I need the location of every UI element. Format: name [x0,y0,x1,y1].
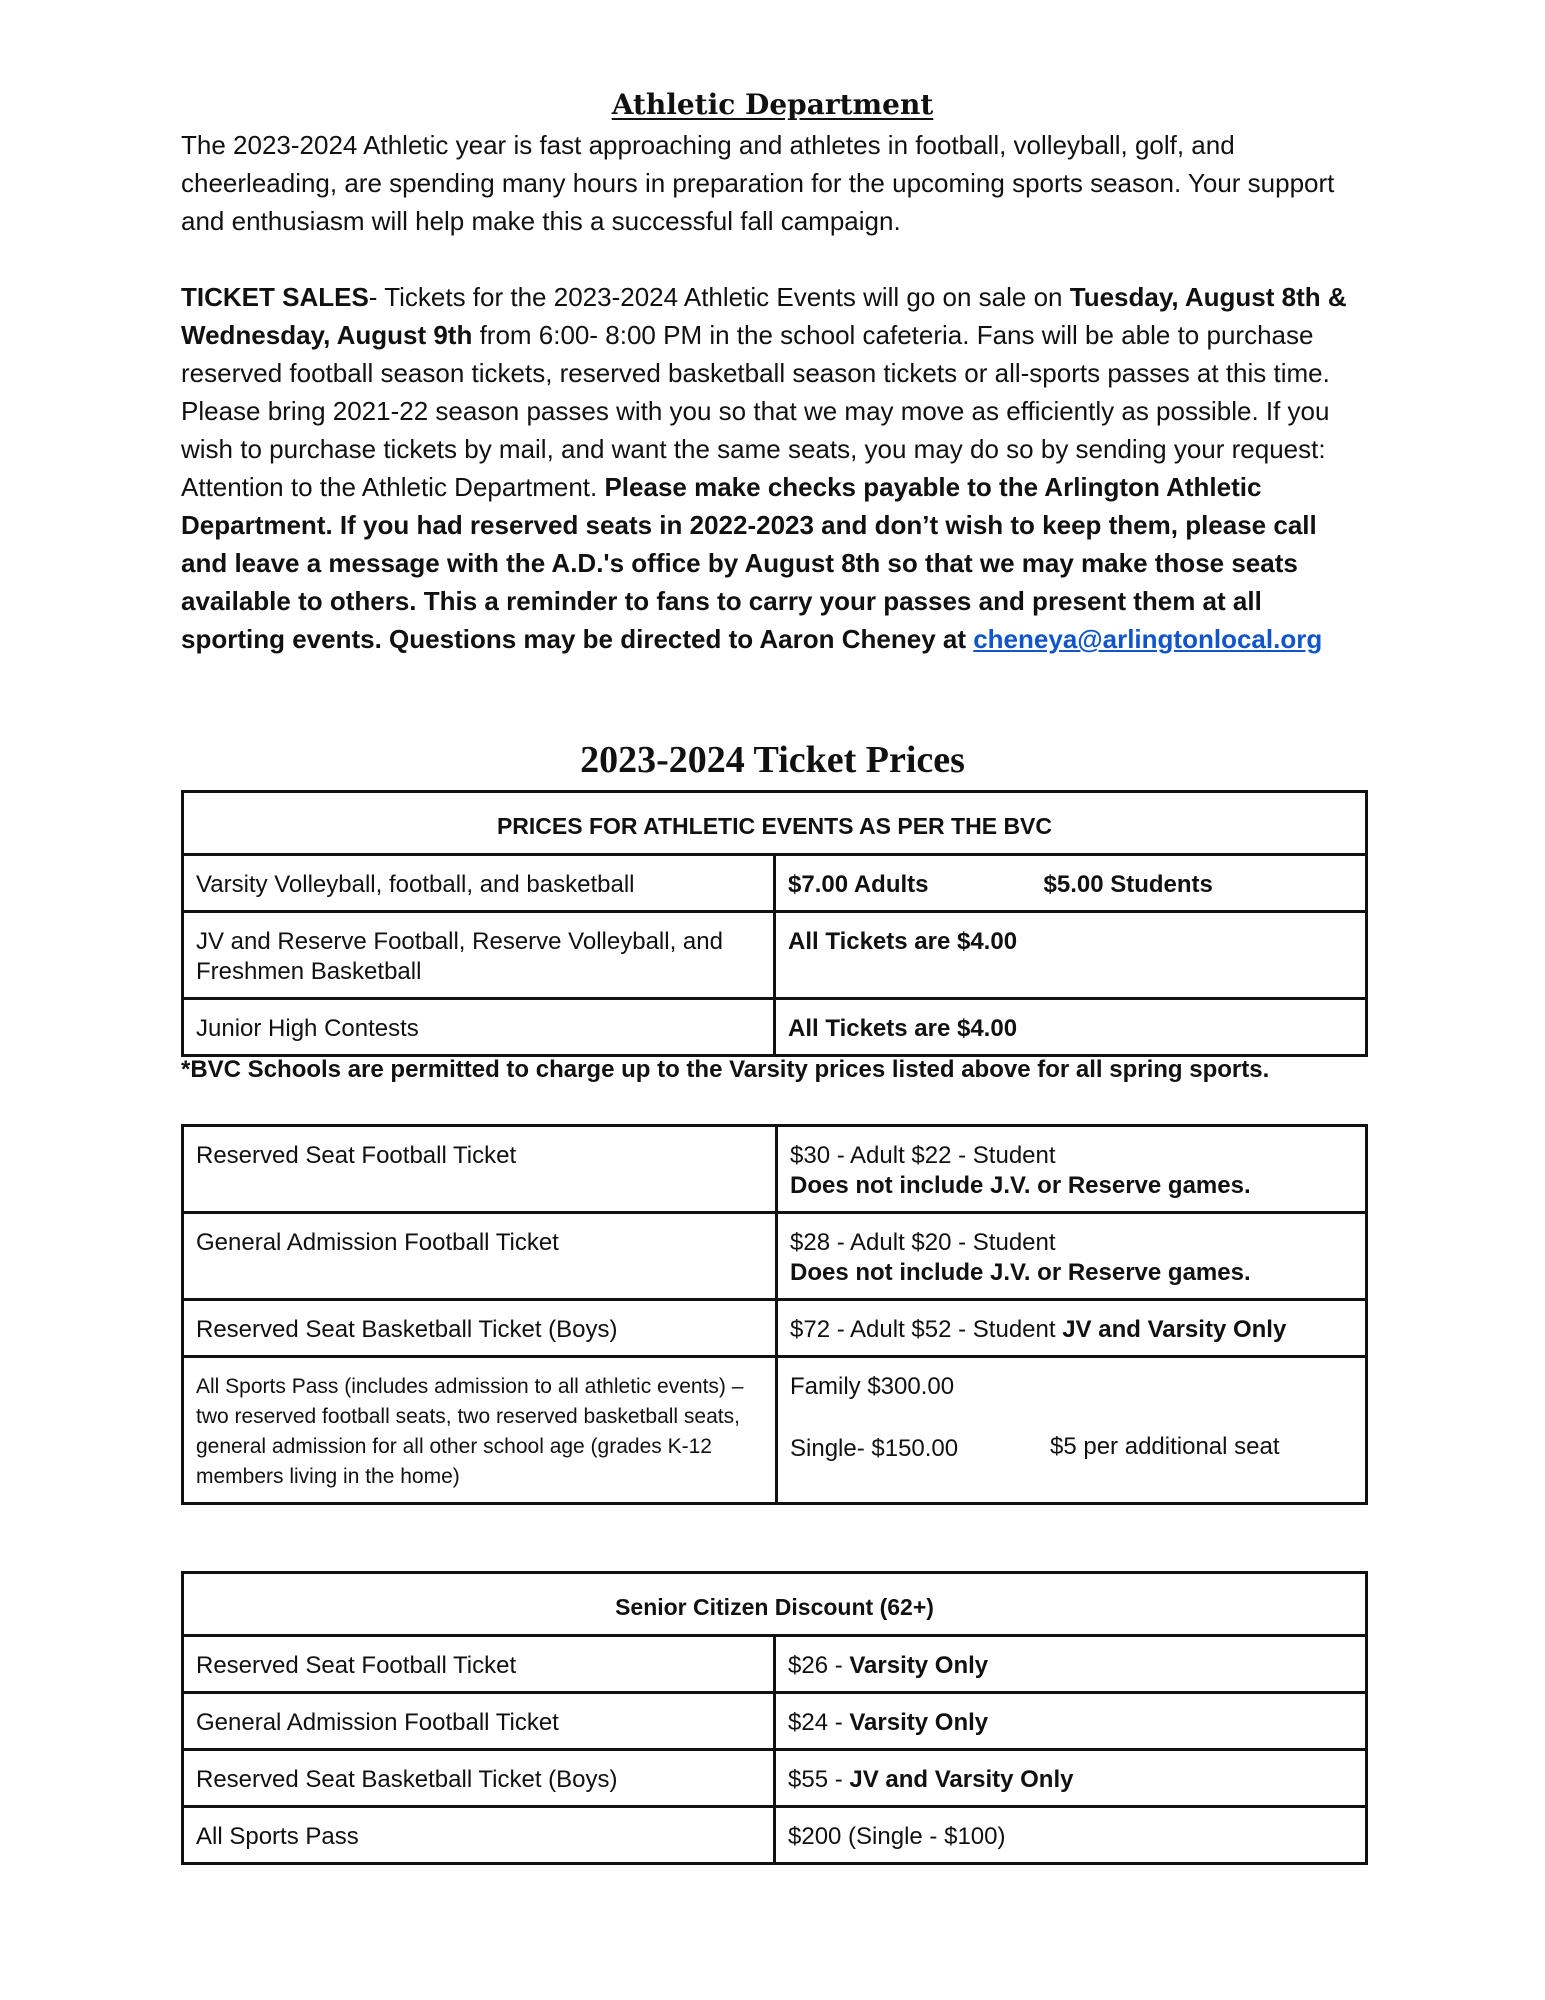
price-note: Does not include J.V. or Reserve games. [790,1172,1251,1199]
event-cell: General Admission Football Ticket [183,1213,777,1300]
price-text: $24 - [788,1709,850,1736]
ticket-sales-text2: from 6:00- 8:00 PM in the school cafeteria. Fans will be able to purchase reserved football season tickets, reserved basketball season tickets or all-sports passes at this time. Please bring 2021-22 season passes with you so that we may move as efficiently as possible. If you wish to purchase tickets by mail, and want the same seats, you may do so by sending your request: Attention to the Athletic Department. [181,320,1330,502]
bvc-prices-table [181,790,1368,1057]
price-cell [775,1693,1367,1750]
single-price: Single- $150.00 [790,1435,959,1462]
bvc-table-header: PRICES FOR ATHLETIC EVENTS AS PER THE BVC [183,792,1367,855]
event-cell: JV and Reserve Football, Reserve Volleyball, and Freshmen Basketball [183,912,775,999]
page-title: Athletic Department [611,88,934,121]
event-cell: Reserved Seat Football Ticket [183,1126,777,1213]
table-row [183,999,1367,1056]
price-cell [775,1636,1367,1693]
price-cell [775,999,1367,1056]
season-tickets-table [181,1124,1368,1505]
price-cell [777,1213,1367,1300]
price-text: $26 - [788,1652,850,1679]
table-row [183,1636,1367,1693]
price-cell [775,855,1367,912]
event-cell: Reserved Seat Football Ticket [183,1636,775,1693]
event-cell: Reserved Seat Basketball Ticket (Boys) [183,1300,777,1357]
additional-seat-price: $5 per additional seat [1050,1433,1280,1460]
price-text: $28 - Adult $20 - Student [790,1229,1056,1256]
intro-paragraph: The 2023-2024 Athletic year is fast approaching and athletes in football, volleyball, golf, and cheerleading, are spending many hours in preparation for the upcoming sports season. Your support and enthusiasm will help make this a successful fall campaign. [181,130,1335,236]
event-cell: All Sports Pass [183,1807,775,1864]
ticket-sales-paragraph [181,278,1366,658]
senior-discount-table [181,1571,1368,1865]
table-row [183,912,1367,999]
bvc-note: *BVC Schools are permitted to charge up to the Varsity prices listed above for all spring sports. [181,1056,1270,1083]
ticket-sales-label: TICKET SALES [181,282,369,312]
table-row [183,1213,1367,1300]
table-row [183,1357,1367,1504]
price-note: Varsity Only [849,1652,989,1679]
ticket-prices-title: 2023-2024 Ticket Prices [580,739,965,781]
table-row [183,1300,1367,1357]
price-text: $30 - Adult $22 - Student [790,1142,1056,1169]
price-cell [777,1300,1367,1357]
ticket-sales-bold-text: Please make checks payable to the Arlington Athletic Department. If you had reserved seats in 2022-2023 and don’t wish to keep them, please call and leave a message with the A.D.'s office by August 8th so that we may make those seats available to others. This a reminder to fans to carry your passes and present them at all sporting events. Questions may be directed to Aaron Cheney at [181,472,1317,654]
all-tickets-price: All Tickets are $4.00 [788,928,1018,955]
price-cell [777,1357,1367,1504]
contact-email-link[interactable]: cheneya@arlingtonlocal.org [973,624,1323,654]
table-row [183,1693,1367,1750]
sale-dates: Tuesday, August 8th & Wednesday, August 9th [181,282,1347,350]
price-cell [775,1750,1367,1807]
price-text: $55 - [788,1766,850,1793]
all-tickets-price: All Tickets are $4.00 [788,1015,1018,1042]
table-row [183,1126,1367,1213]
price-note: Varsity Only [849,1709,989,1736]
event-cell: All Sports Pass (includes admission to all athletic events) – two reserved football seats, two reserved basketball seats, general admission for all other school age (grades K-12 members living in the home) [183,1357,777,1504]
event-cell: Varsity Volleyball, football, and basketball [183,855,775,912]
price-text: $72 - Adult $52 - Student [790,1316,1063,1343]
price-note: JV and Varsity Only [1062,1316,1287,1343]
event-cell: Reserved Seat Basketball Ticket (Boys) [183,1750,775,1807]
price-note: Does not include J.V. or Reserve games. [790,1259,1251,1286]
table-row [183,1750,1367,1807]
price-cell [777,1126,1367,1213]
table-row [183,855,1367,912]
senior-table-header: Senior Citizen Discount (62+) [183,1573,1367,1636]
price-text: $200 (Single - $100) [788,1823,1006,1850]
family-price: Family $300.00 [790,1373,955,1400]
ticket-sales-text1: - Tickets for the 2023-2024 Athletic Events will go on sale on [368,282,1070,312]
event-cell: Junior High Contests [183,999,775,1056]
student-price: $5.00 Students [1043,871,1213,898]
event-cell: General Admission Football Ticket [183,1693,775,1750]
price-cell [775,912,1367,999]
adult-price: $7.00 Adults [788,871,929,898]
table-row [183,1807,1367,1864]
price-note: JV and Varsity Only [849,1766,1074,1793]
price-cell [775,1807,1367,1864]
